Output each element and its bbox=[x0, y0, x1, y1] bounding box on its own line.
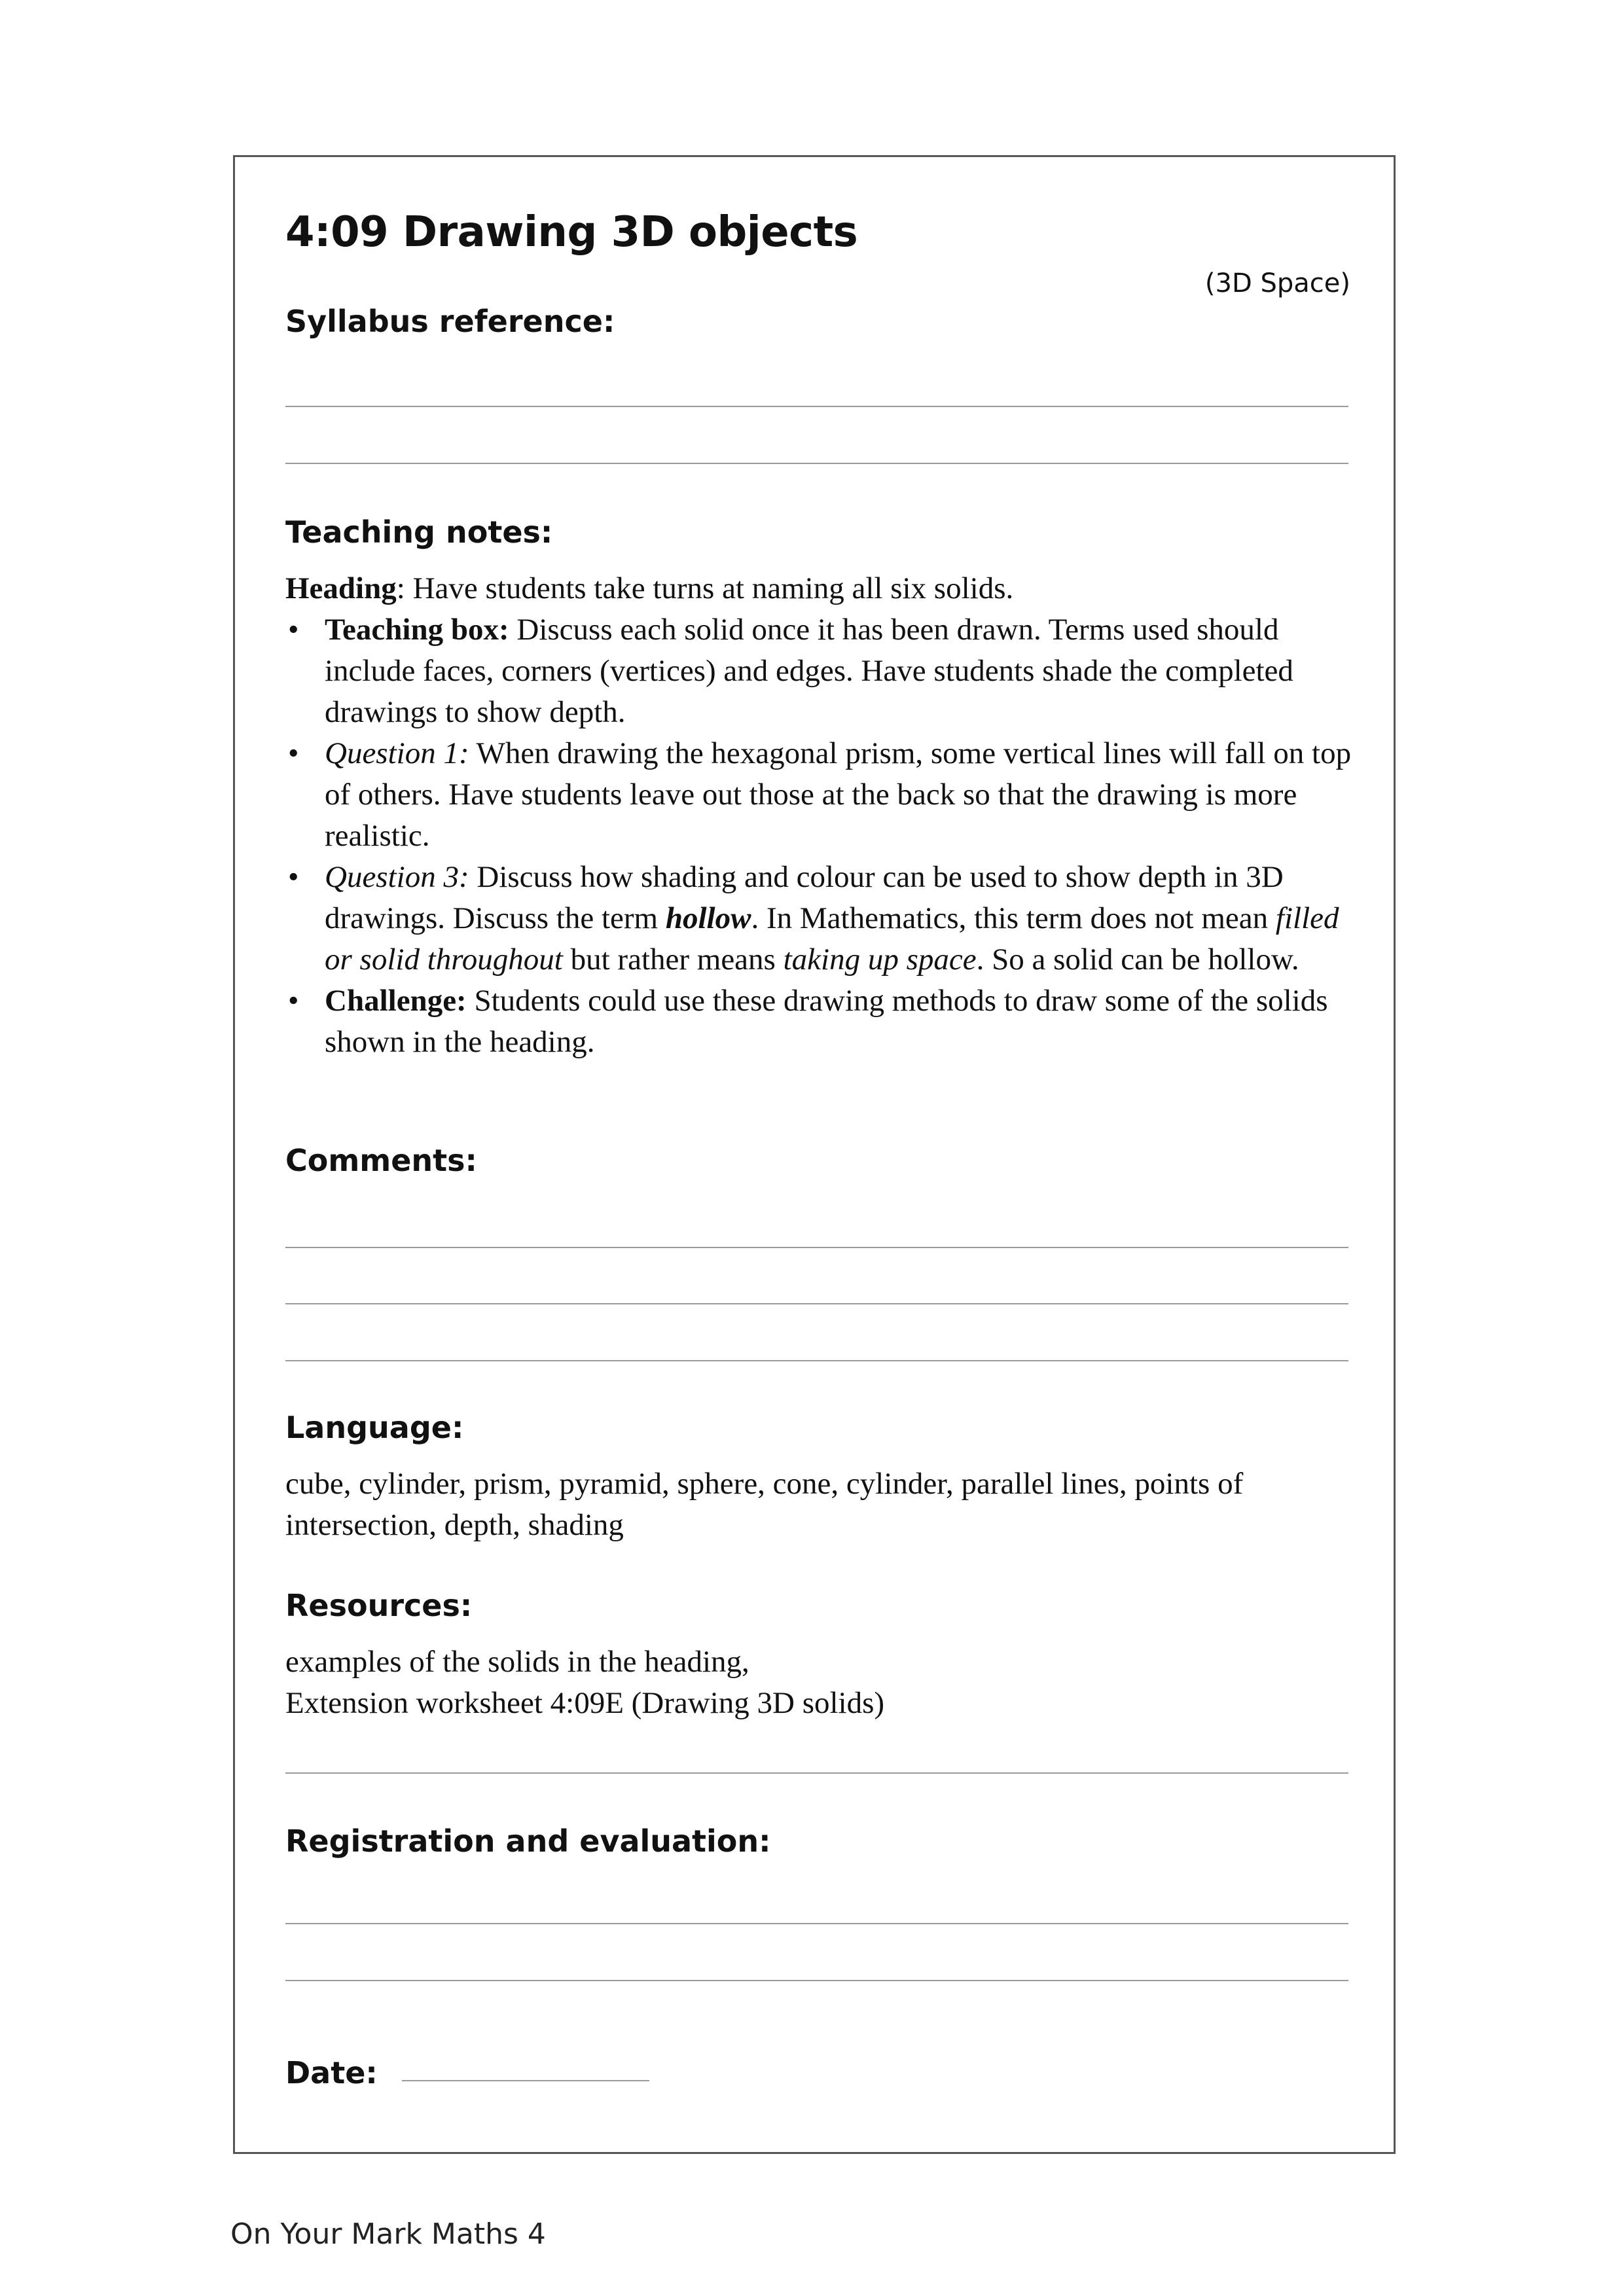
list-item bbox=[285, 980, 1359, 1063]
resources-writing-line[interactable] bbox=[285, 1772, 1348, 1774]
bullet-term: hollow bbox=[665, 901, 751, 935]
bullet-text: but rather means bbox=[562, 942, 784, 977]
bullet-text: . So a solid can be hollow. bbox=[976, 942, 1299, 977]
teaching-notes-body bbox=[285, 568, 1359, 1063]
comments-heading: Comments: bbox=[285, 1143, 477, 1178]
list-item bbox=[285, 609, 1359, 733]
bullet-label: Question 3: bbox=[325, 860, 469, 894]
bullet-label: Teaching box: bbox=[325, 613, 509, 647]
registration-heading: Registration and evaluation: bbox=[285, 1823, 771, 1859]
language-heading: Language: bbox=[285, 1410, 464, 1445]
date-label: Date: bbox=[285, 2055, 378, 2090]
list-item bbox=[285, 733, 1359, 857]
resources-heading: Resources: bbox=[285, 1588, 473, 1623]
bullet-label: Challenge: bbox=[325, 984, 467, 1018]
intro-label: Heading bbox=[285, 571, 397, 605]
comments-writing-line[interactable] bbox=[285, 1303, 1348, 1304]
bullet-text: Students could use these drawing methods to draw some of the solids shown in the heading. bbox=[325, 984, 1328, 1059]
intro-text: : Have students take turns at naming all six solids. bbox=[396, 571, 1014, 605]
syllabus-writing-line[interactable] bbox=[285, 463, 1348, 464]
resources-line: examples of the solids in the heading, bbox=[285, 1645, 749, 1679]
syllabus-heading: Syllabus reference: bbox=[285, 304, 615, 339]
registration-writing-line[interactable] bbox=[285, 1923, 1348, 1924]
comments-writing-line[interactable] bbox=[285, 1247, 1348, 1248]
resources-text bbox=[285, 1641, 1359, 1724]
date-writing-line[interactable] bbox=[402, 2080, 649, 2081]
bullet-label: Question 1: bbox=[325, 736, 469, 770]
page-footer: On Your Mark Maths 4 bbox=[230, 2217, 546, 2251]
list-item bbox=[285, 857, 1359, 980]
bullet-italic: filled or solid throughout bbox=[325, 901, 1339, 977]
bullet-italic: taking up space bbox=[783, 942, 977, 977]
comments-writing-line[interactable] bbox=[285, 1360, 1348, 1361]
bullet-text: Discuss each solid once it has been drawn. Terms used should include faces, corners (vertices) and edges. Have students shade the completed drawings to show depth. bbox=[325, 613, 1293, 729]
bullet-text: Discuss how shading and colour can be used to show depth in 3D drawings. Discuss the term bbox=[325, 860, 1284, 935]
teaching-notes-heading: Teaching notes: bbox=[285, 514, 553, 550]
teaching-notes-intro bbox=[285, 568, 1359, 609]
bullet-text: When drawing the hexagonal prism, some vertical lines will fall on top of others. Have students leave out those at the back so that the drawing is more realistic. bbox=[325, 736, 1352, 853]
bullet-text: . In Mathematics, this term does not mean bbox=[751, 901, 1276, 935]
page-title: 4:09 Drawing 3D objects bbox=[285, 208, 858, 257]
language-text: cube, cylinder, prism, pyramid, sphere, cone, cylinder, parallel lines, points of intersection, depth, shading bbox=[285, 1467, 1244, 1542]
registration-writing-line[interactable] bbox=[285, 1980, 1348, 1981]
teaching-notes-list bbox=[285, 609, 1359, 1063]
strand-label: (3D Space) bbox=[1204, 268, 1350, 298]
syllabus-writing-line[interactable] bbox=[285, 406, 1348, 407]
resources-line: Extension worksheet 4:09E (Drawing 3D solids) bbox=[285, 1686, 885, 1720]
